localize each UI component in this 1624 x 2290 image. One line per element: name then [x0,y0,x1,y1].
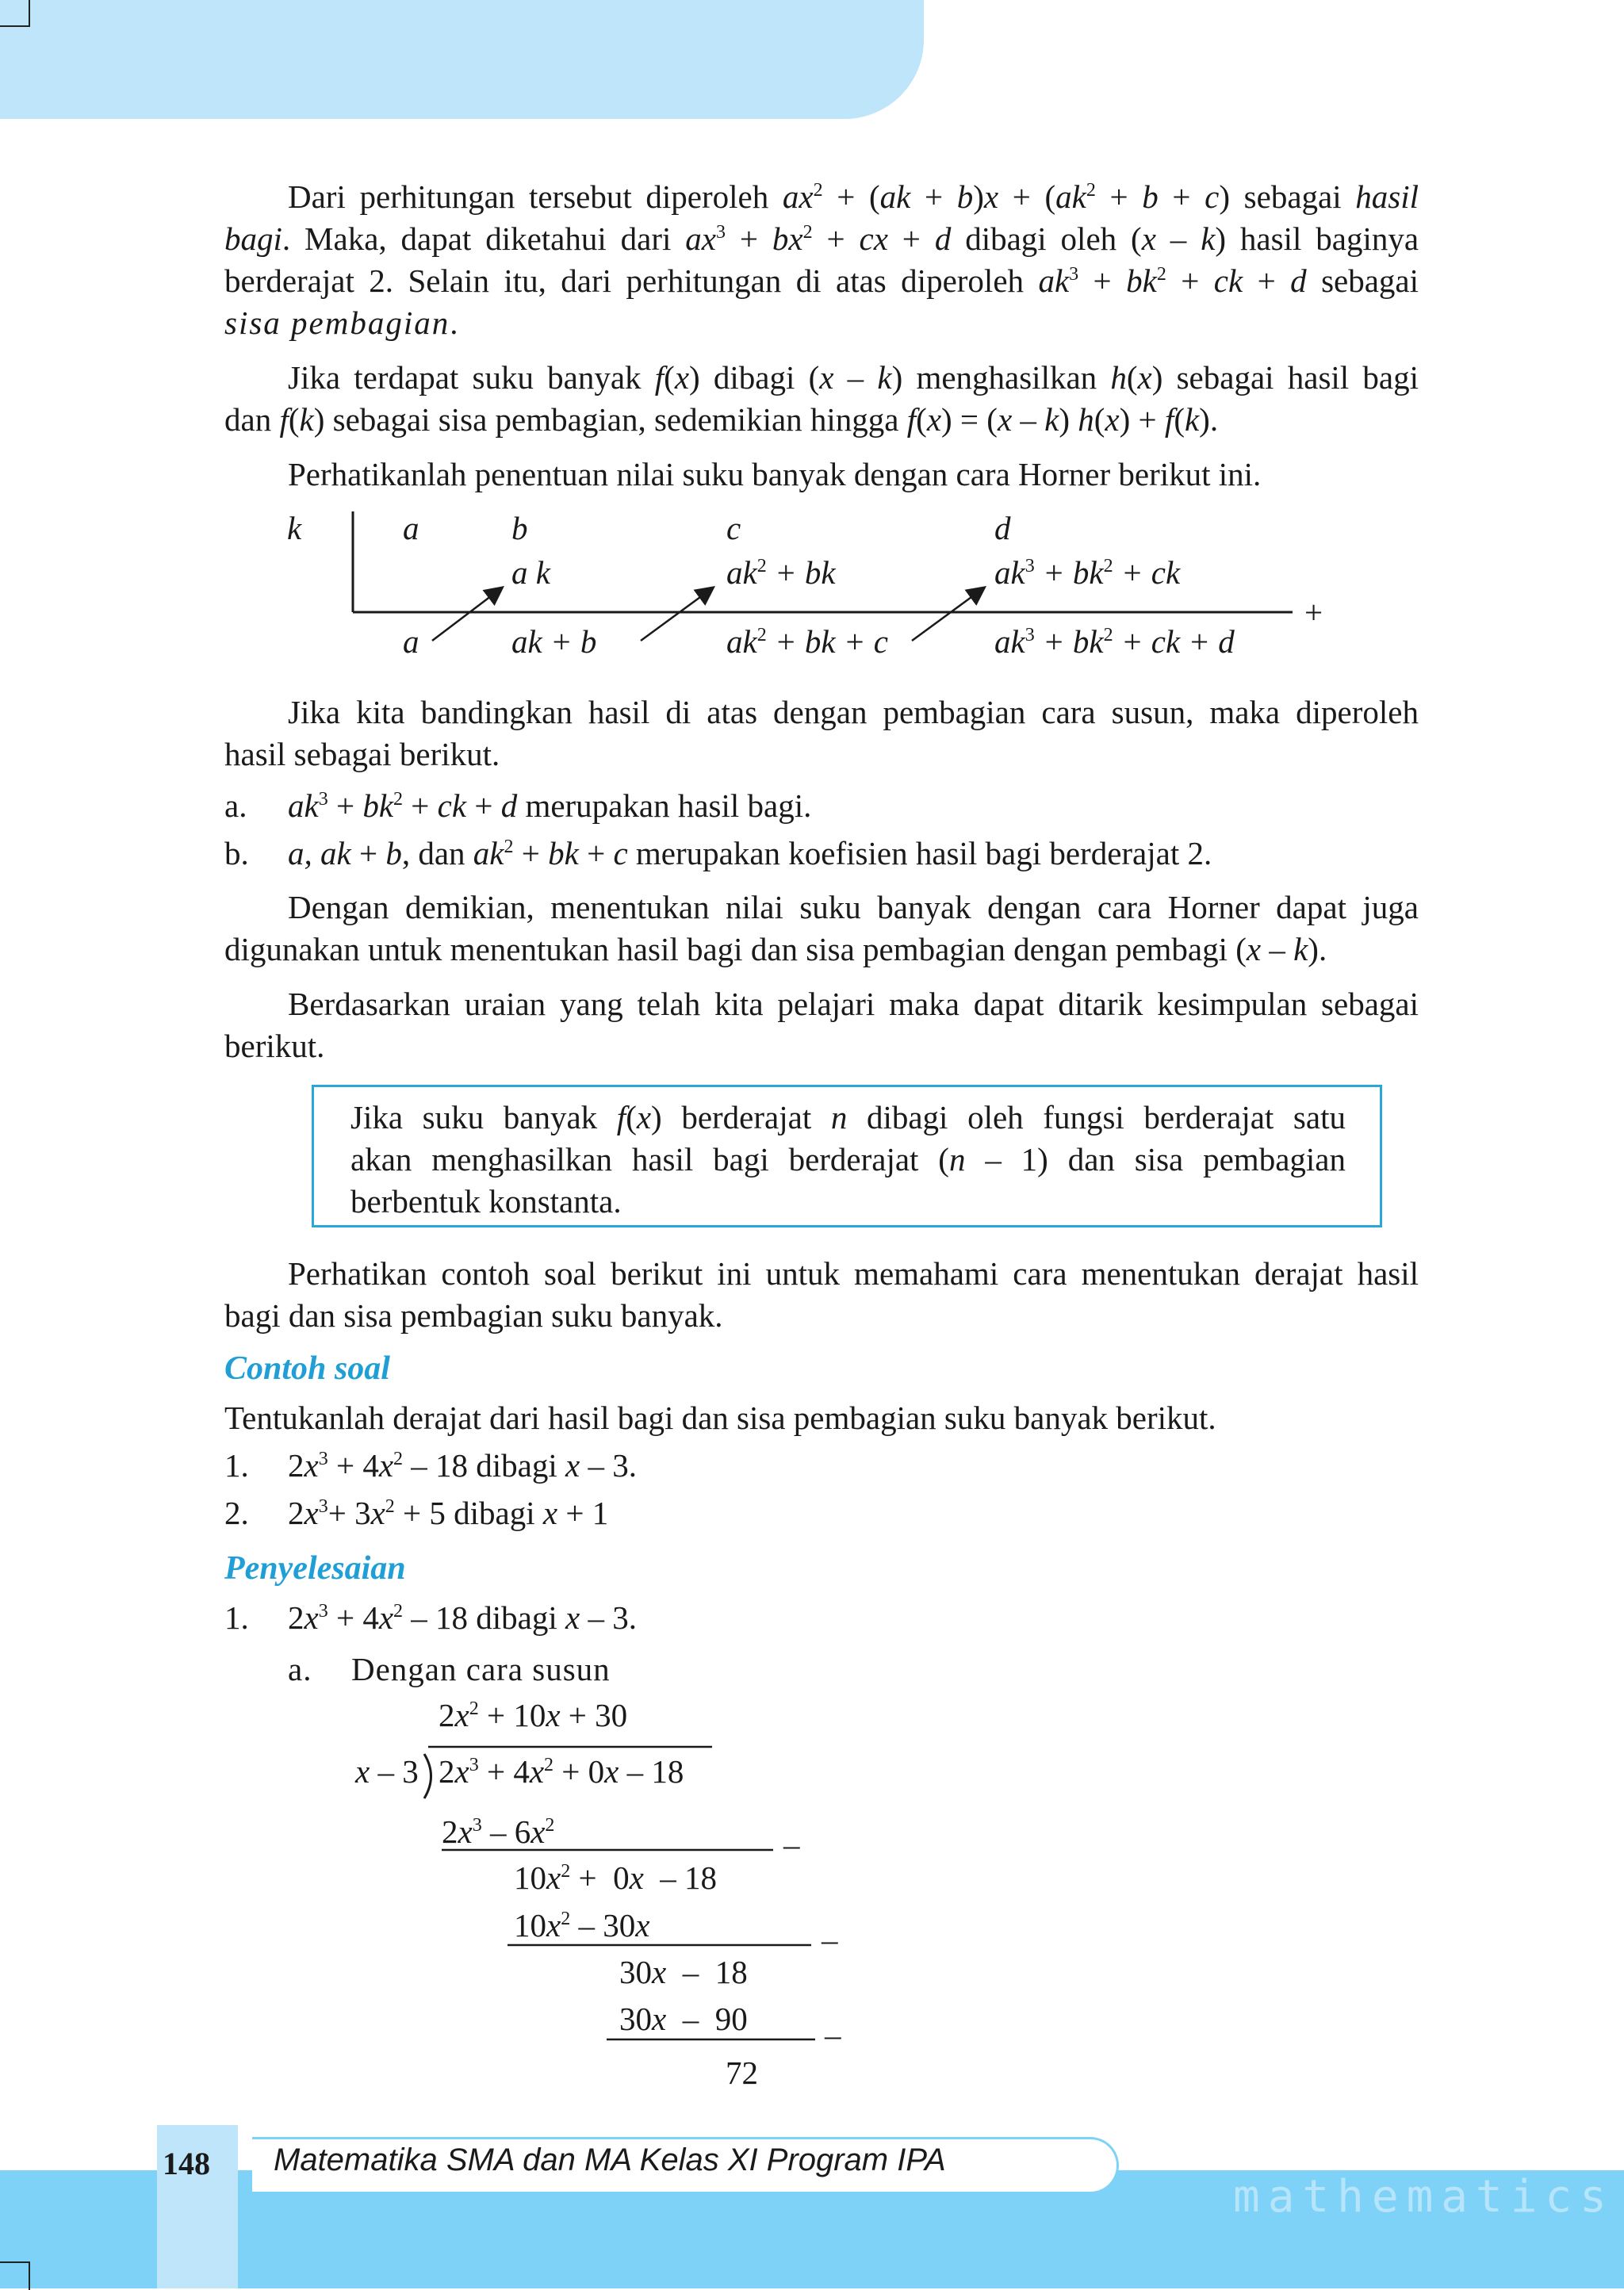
horner-row1-b: b [511,510,528,546]
heading-penyelesaian: Penyelesaian [224,1550,406,1587]
box-line1: Jika suku banyak f(x) berderajat n dibagi oleh fungsi berderajat satu [350,1099,1346,1135]
heading-contoh-soal: Contoh soal [224,1350,390,1387]
division-subtract-2: $10x^2 - 30x$ [514,1907,650,1943]
crop-mark-bottom-left [0,2261,30,2290]
para6-line2: berikut. [224,1028,325,1064]
para1-line3: berderajat 2. Selain itu, dari perhitungan di atas diperoleh $ak^3 + bk^2$ + ck + d sebagai [224,262,1419,299]
list-marker: b. [224,835,249,871]
box-line3: berbentuk konstanta. [350,1183,622,1220]
list-marker: a. [224,787,247,824]
horner-row3-a: a [403,623,419,660]
division-remainder-2: 30x – 18 [619,1954,748,1990]
horner-k: k [287,510,302,546]
division-remainder-1: $10x^2 + 0x - 18$ [514,1859,718,1896]
horner-row2-c: $ak^2$ + bk [726,554,836,591]
division-minus-2: – [822,1921,838,1958]
list-item-b: b. a, ak + b, dan $ak^2$ + bk + c merupakan koefisien hasil bagi berderajat 2. [224,833,1212,875]
list-item-a: a. $ak^3 + bk^2$ + ck + d merupakan hasil bagi. [224,785,811,827]
para7-line1: Perhatikan contoh soal berikut ini untuk memahami cara menentukan derajat hasil [288,1255,1419,1292]
division-divisor: x – 3 [355,1753,419,1790]
horner-row2-d: $ak^3 + bk^2$ + ck [994,554,1181,591]
horner-row1-c: c [726,510,741,546]
division-final-remainder: 72 [726,2054,758,2091]
division-minus-1: – [783,1826,800,1863]
horner-row3-c: $ak^2$ + bk + c [726,623,888,660]
horner-row1-a: a [403,510,419,546]
page-number: 148 [163,2146,210,2181]
para4-line2: hasil sebagai berikut. [224,736,500,772]
para4-line1: Jika kita bandingkan hasil di atas dengan pembagian cara susun, maka diperoleh [288,694,1419,730]
contoh-item-2: 2. $2x^3+ 3x^2 + 5$ dibagi x + 1 [224,1495,609,1531]
division-quotient: $2x^2 + 10x + 30$ [439,1697,628,1733]
box-line2: akan menghasilkan hasil bagi berderajat (n – 1) dan sisa pembagian [350,1141,1346,1178]
contoh-item-1: 1. $2x^3 + 4x^2 - 18$ dibagi x – 3. [224,1447,637,1484]
sub-item-a: a. Dengan cara susun [288,1651,611,1687]
horner-row1-d: d [994,510,1011,546]
contoh-intro: Tentukanlah derajat dari hasil bagi dan sisa pembagian suku banyak berikut. [224,1400,1216,1436]
para2-line1: Jika terdapat suku banyak f(x) dibagi (x – k) menghasilkan h(x) sebagai hasil bagi [288,359,1419,396]
para1-line2: bagi. Maka, dapat diketahui dari $ax^3 + bx^2$ + cx + d dibagi oleh (x – k) hasil baginya [224,220,1419,257]
para1-line1: Dari perhitungan tersebut diperoleh $ax^2 + (ak + b)x + (ak^2 + b + c)$ sebagai hasil [288,178,1419,215]
horner-row3-b: ak + b [511,623,597,660]
para7-line2: bagi dan sisa pembagian suku banyak. [224,1297,723,1334]
division-subtract-3: 30x – 90 [619,2001,748,2037]
para6-line1: Berdasarkan uraian yang telah kita pelajari maka dapat ditarik kesimpulan sebagai [288,986,1419,1022]
para2-line2: dan f(k) sebagai sisa pembagian, sedemikian hingga f(x) = (x – k) h(x) + f(k). [224,401,1219,438]
para1-line4: sisa pembagian. [224,304,460,341]
para5-line2: digunakan untuk menentukan hasil bagi dan sisa pembagian dengan pembagi (x – k). [224,931,1327,967]
solusi-item-1: 1. $2x^3 + 4x^2 - 18$ dibagi x – 3. [224,1599,637,1636]
division-dividend: $2x^3 + 4x^2 + 0x - 18$ [439,1753,684,1790]
division-subtract-1: $2x^3 - 6x^2$ [442,1813,555,1850]
horner-row3-d: $ak^3 + bk^2$ + ck + d [994,623,1235,660]
horner-plus: + [1304,594,1323,630]
footer-book-title: Matematika SMA dan MA Kelas XI Program IPA [274,2143,946,2177]
footer-watermark: mathematics [1233,2171,1614,2223]
horner-row2-ak: a k [511,554,550,591]
para5-line1: Dengan demikian, menentukan nilai suku banyak dengan cara Horner dapat juga [288,889,1419,925]
para3: Perhatikanlah penentuan nilai suku banyak dengan cara Horner berikut ini. [288,456,1262,492]
division-minus-3: – [825,2016,841,2053]
